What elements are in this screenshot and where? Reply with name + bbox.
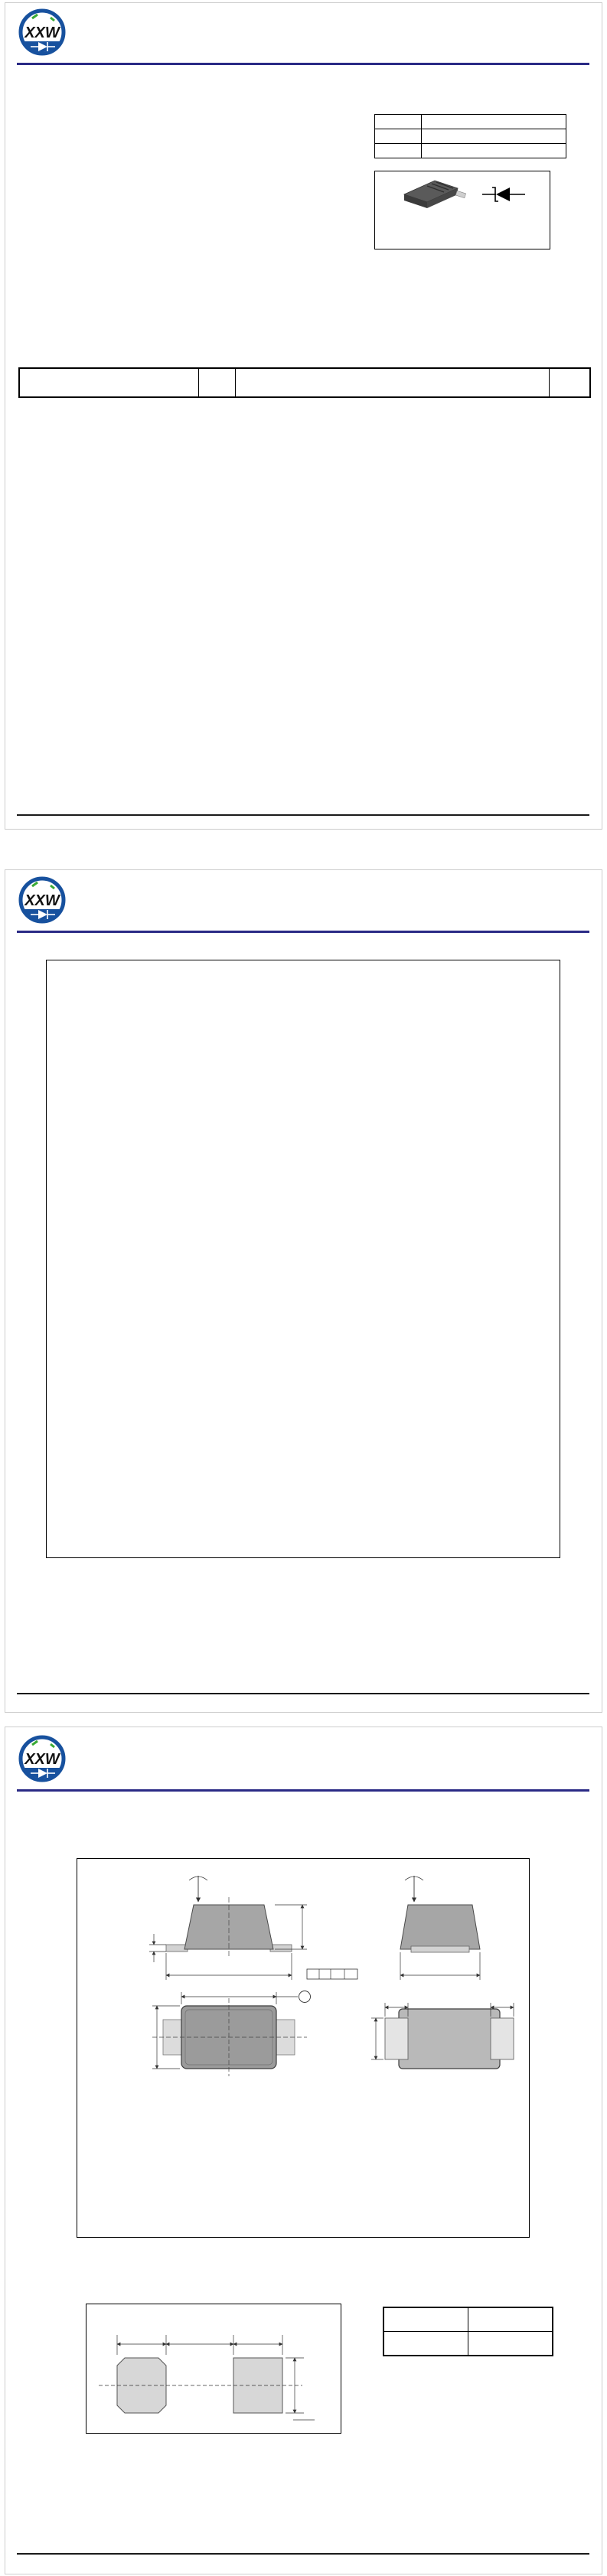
marking-header-row: [383, 2307, 553, 2332]
dim-lines-D: [181, 1992, 298, 2004]
logo-mark-icon: [17, 8, 67, 60]
header-rule: [17, 1789, 589, 1792]
package-outline-drawing: [77, 1864, 526, 2107]
ratings-header-row: [19, 368, 590, 397]
marking-value-row: [383, 2332, 553, 2356]
company-logo: [17, 8, 70, 60]
company-logo: [17, 876, 70, 928]
pin-description: [422, 144, 566, 158]
header-rule: [17, 931, 589, 933]
logo-mark-icon: [17, 876, 67, 928]
pin-description: [422, 129, 566, 144]
header-rule: [17, 63, 589, 65]
dim-lines-C: [149, 1934, 166, 1962]
ratings-header-units: [549, 368, 590, 397]
datum-reference-box: [307, 1969, 357, 1979]
footer-rule: [17, 1693, 589, 1694]
pinning-header-row: [375, 115, 566, 129]
pinning-table: [374, 114, 566, 158]
dim-lines-HE: [166, 1953, 292, 1980]
ratings-table: [18, 367, 591, 398]
company-logo: [17, 1734, 70, 1786]
pinning-row: [375, 129, 566, 144]
mounting-pad-drawing: [86, 2304, 339, 2431]
marking-header-type: [383, 2307, 468, 2332]
pinning-header-pin: [375, 115, 422, 129]
ratings-header-parameter: [19, 368, 198, 397]
outline-symbol-box: [374, 171, 550, 249]
pin-number: [375, 144, 422, 158]
logo-mark-icon: [17, 1734, 67, 1786]
svg-text:XXW: XXW: [24, 892, 60, 909]
dim-lines-E-side: [400, 1952, 480, 1980]
datum-A-circle: [299, 1991, 311, 2003]
dim-lines-A: [275, 1905, 307, 1949]
side-view-right: [400, 1876, 480, 1952]
footer-rule: [17, 2553, 589, 2555]
pinning-header-description: [422, 115, 566, 129]
footer-rule: [17, 814, 589, 816]
svg-text:XXW: XXW: [24, 24, 60, 41]
side-view-left: [166, 1876, 292, 1957]
pinning-row: [375, 144, 566, 158]
pin-number: [375, 129, 422, 144]
dim-lines-e: [371, 2018, 383, 2059]
marking-code: [468, 2332, 553, 2356]
top-view-drawing: [152, 1998, 307, 2076]
marking-table: [383, 2307, 553, 2356]
package-outline-box: [77, 1858, 530, 2238]
mounting-pad-box: [86, 2304, 341, 2434]
marking-header-code: [468, 2307, 553, 2332]
schottky-diode-symbol-icon: [482, 187, 525, 201]
package-3d-drawing: [404, 181, 466, 208]
marking-type-number: [383, 2332, 468, 2356]
ratings-header-symbols: [198, 368, 235, 397]
characteristic-charts-panel: [46, 960, 560, 1558]
package-and-symbol-drawing: [375, 171, 548, 213]
ratings-header-part: [235, 368, 549, 397]
bottom-view-drawing: [385, 2009, 514, 2069]
svg-text:XXW: XXW: [24, 1751, 60, 1768]
